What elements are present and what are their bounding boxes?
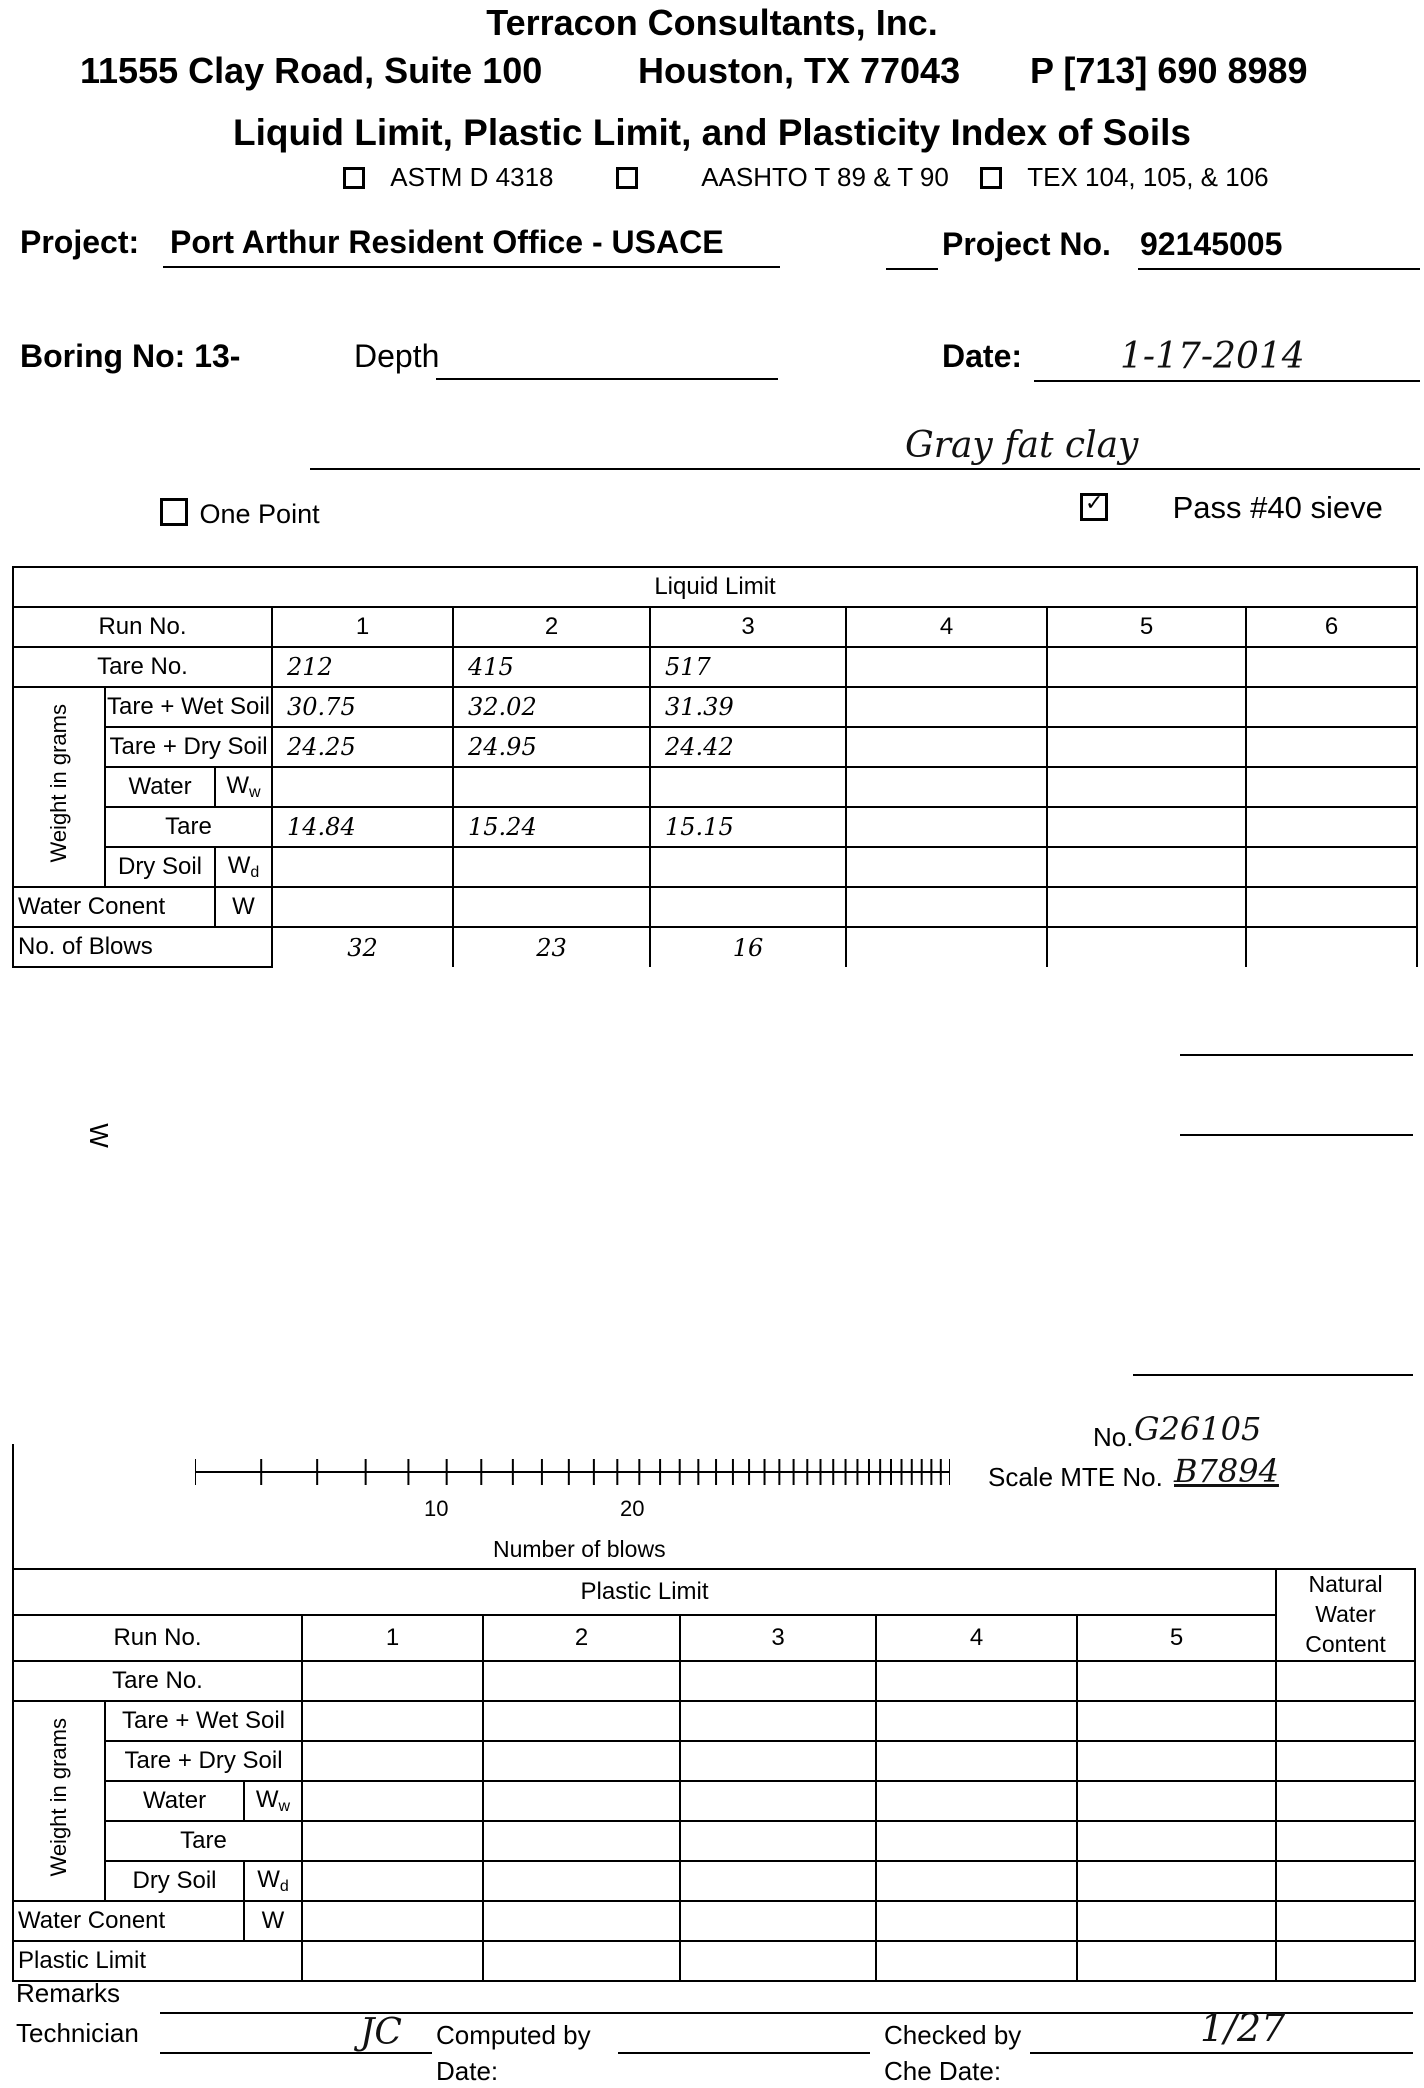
pl-wc-label: Water Conent	[13, 1901, 244, 1941]
pl-water-2[interactable]	[483, 1781, 680, 1821]
pl-wet-2[interactable]	[483, 1701, 680, 1741]
pl-pl-4[interactable]	[876, 1941, 1077, 1981]
pl-pl-5[interactable]	[1077, 1941, 1276, 1981]
pl-wc-3[interactable]	[680, 1901, 876, 1941]
pl-drysoil-label: Dry Soil	[105, 1861, 244, 1901]
pl-dry-4[interactable]	[876, 1741, 1077, 1781]
pl-run-row	[13, 1615, 1415, 1661]
result-line-3	[1133, 1374, 1413, 1376]
checked-by-label: Checked by	[884, 2020, 1022, 2050]
ll-run-4: 4	[846, 607, 1047, 647]
scale-mte-label: Scale MTE No.	[988, 1462, 1163, 1492]
ll-wc-1[interactable]	[272, 887, 453, 927]
ll-tare-no-3[interactable]: 517	[650, 647, 846, 687]
pl-dry-row	[13, 1741, 1415, 1781]
ll-water-label: Water	[105, 767, 215, 807]
pl-wc-nwc[interactable]	[1276, 1901, 1415, 1941]
pl-wet-4[interactable]	[876, 1701, 1077, 1741]
equipment-no-value[interactable]: G26105	[1134, 1410, 1262, 1448]
pl-tare-label: Tare	[105, 1821, 302, 1861]
project-no-leadline	[886, 268, 938, 270]
pl-drysoil-4[interactable]	[876, 1861, 1077, 1901]
ll-dry-6[interactable]	[1246, 727, 1417, 767]
pass40-option[interactable]	[1080, 490, 1383, 526]
pl-pl-2[interactable]	[483, 1941, 680, 1981]
ll-water-4[interactable]	[846, 767, 1047, 807]
company-name: Terracon Consultants, Inc.	[486, 2, 938, 43]
ll-blows-row	[13, 927, 1417, 967]
ll-dry-4[interactable]	[846, 727, 1047, 767]
project-value[interactable]: Port Arthur Resident Office - USACE	[170, 224, 724, 260]
date-label: Date:	[942, 338, 1023, 374]
pl-tare-1[interactable]	[302, 1821, 483, 1861]
pl-pl-row	[13, 1941, 1415, 1981]
company-phone: P [713] 690 8989	[1030, 50, 1308, 91]
pl-weight-label: Weight in grams	[45, 1717, 71, 1877]
pl-drysoil-symbol: $W_d$	[244, 1861, 302, 1901]
ll-dry-2[interactable]: 24.95	[453, 727, 650, 767]
pl-tare-no-nwc[interactable]	[1276, 1661, 1415, 1701]
pl-wet-label: Tare + Wet Soil	[105, 1701, 302, 1741]
project-no-label: Project No.	[942, 226, 1111, 262]
pl-water-nwc[interactable]	[1276, 1781, 1415, 1821]
scale-mte-value[interactable]: B7894	[1174, 1452, 1279, 1490]
pl-tare-no-label: Tare No.	[13, 1661, 302, 1701]
ll-drysoil-1[interactable]	[272, 847, 453, 887]
pl-drysoil-3[interactable]	[680, 1861, 876, 1901]
ll-water-2[interactable]	[453, 767, 650, 807]
ll-water-6[interactable]	[1246, 767, 1417, 807]
checked-by-underline	[1030, 2052, 1413, 2054]
pl-tare-5[interactable]	[1077, 1821, 1276, 1861]
equipment-no-label: No.	[1093, 1422, 1134, 1452]
ll-blows-2[interactable]: 23	[453, 927, 650, 967]
pl-drysoil-1[interactable]	[302, 1861, 483, 1901]
pl-tare-no-row	[13, 1661, 1415, 1701]
company-address: 11555 Clay Road, Suite 100	[80, 50, 543, 91]
ll-tare-1[interactable]: 14.84	[272, 807, 453, 847]
ll-wc-2[interactable]	[453, 887, 650, 927]
pl-water-1[interactable]	[302, 1781, 483, 1821]
ll-tare-5[interactable]	[1047, 807, 1246, 847]
pl-tare-no-2[interactable]	[483, 1661, 680, 1701]
ll-tare-no-label: Tare No.	[13, 647, 272, 687]
pl-run-4: 4	[876, 1615, 1077, 1661]
technician-value[interactable]: JC	[360, 2012, 402, 2053]
aashto-label: AASHTO T 89 & T 90	[701, 162, 949, 192]
pl-wc-5[interactable]	[1077, 1901, 1276, 1941]
ll-wet-1[interactable]: 30.75	[272, 687, 453, 727]
astm-checkbox[interactable]	[343, 167, 365, 189]
pass40-label: Pass #40 sieve	[1172, 490, 1383, 525]
project-no-value[interactable]: 92145005	[1140, 226, 1283, 262]
pl-run-2: 2	[483, 1615, 680, 1661]
date-underline	[1034, 380, 1420, 382]
ll-tare-label: Tare	[105, 807, 272, 847]
pl-water-3[interactable]	[680, 1781, 876, 1821]
che-date-label: Che Date:	[884, 2056, 1002, 2086]
ll-drysoil-3[interactable]	[650, 847, 846, 887]
pl-tare-2[interactable]	[483, 1821, 680, 1861]
one-point-label: One Point	[199, 499, 320, 529]
date-value[interactable]: 1-17-2014	[1120, 336, 1305, 377]
ll-wet-row	[13, 687, 1417, 727]
project-underline	[163, 266, 780, 268]
ll-drysoil-5[interactable]	[1047, 847, 1246, 887]
tex-checkbox[interactable]	[980, 167, 1002, 189]
ll-blows-5[interactable]	[1047, 927, 1246, 967]
computed-by-underline	[618, 2052, 870, 2054]
ll-tare-2[interactable]: 15.24	[453, 807, 650, 847]
pl-tare-no-3[interactable]	[680, 1661, 876, 1701]
pl-drysoil-5[interactable]	[1077, 1861, 1276, 1901]
ll-wet-5[interactable]	[1047, 687, 1246, 727]
remarks-label: Remarks	[16, 1978, 121, 2008]
ll-drysoil-6[interactable]	[1246, 847, 1417, 887]
pass40-checkbox[interactable]	[1080, 490, 1108, 521]
pl-tare-4[interactable]	[876, 1821, 1077, 1861]
pl-tare-3[interactable]	[680, 1821, 876, 1861]
pl-wet-row	[13, 1701, 1415, 1741]
ll-dry-5[interactable]	[1047, 727, 1246, 767]
plastic-limit-table	[12, 1568, 1416, 1982]
ll-wet-label: Tare + Wet Soil	[105, 687, 272, 727]
ll-blows-6[interactable]	[1246, 927, 1417, 967]
ll-wet-6[interactable]	[1246, 687, 1417, 727]
liquid-limit-table	[12, 566, 1418, 968]
pl-pl-1[interactable]	[302, 1941, 483, 1981]
chart-x-label: Number of blows	[493, 1536, 666, 1562]
ll-tare-row	[13, 807, 1417, 847]
pl-water-5[interactable]	[1077, 1781, 1276, 1821]
ll-wc-row	[13, 887, 1417, 927]
ll-water-row	[13, 767, 1417, 807]
depth-underline	[436, 378, 778, 380]
ll-tare-4[interactable]	[846, 807, 1047, 847]
pl-water-row	[13, 1781, 1415, 1821]
ll-run-3: 3	[650, 607, 846, 647]
ll-run-label: Run No.	[13, 607, 272, 647]
ll-drysoil-label: Dry Soil	[105, 847, 215, 887]
ll-run-2: 2	[453, 607, 650, 647]
pl-dry-5[interactable]	[1077, 1741, 1276, 1781]
pl-pl-label: Plastic Limit	[13, 1941, 302, 1981]
ll-run-6: 6	[1246, 607, 1417, 647]
ll-run-5: 5	[1047, 607, 1246, 647]
pl-wet-nwc[interactable]	[1276, 1701, 1415, 1741]
ll-water-1[interactable]	[272, 767, 453, 807]
description-underline	[310, 468, 1420, 470]
blows-scale-axis	[195, 1457, 950, 1487]
pl-run-5: 5	[1077, 1615, 1276, 1661]
ll-tare-no-row	[13, 647, 1417, 687]
ll-wc-3[interactable]	[650, 887, 846, 927]
checked-by-value[interactable]: 1/27	[1200, 2006, 1286, 2050]
pl-tare-no-1[interactable]	[302, 1661, 483, 1701]
ll-wc-4[interactable]	[846, 887, 1047, 927]
one-point-option[interactable]	[160, 498, 320, 530]
depth-label: Depth	[354, 338, 440, 374]
ll-wc-6[interactable]	[1246, 887, 1417, 927]
pl-wc-1[interactable]	[302, 1901, 483, 1941]
result-line-2	[1180, 1134, 1413, 1136]
ll-blows-1[interactable]: 32	[272, 927, 453, 967]
plastic-limit-title: Plastic Limit	[13, 1569, 1276, 1615]
ll-blows-3[interactable]: 16	[650, 927, 846, 967]
tick-label-10: 10	[424, 1496, 449, 1521]
result-line-1	[1180, 1054, 1413, 1056]
ll-tare-6[interactable]	[1246, 807, 1417, 847]
pl-run-1: 1	[302, 1615, 483, 1661]
ll-wet-2[interactable]: 32.02	[453, 687, 650, 727]
liquid-limit-title: Liquid Limit	[13, 567, 1417, 607]
ll-blows-label: No. of Blows	[13, 927, 272, 967]
pl-tare-no-4[interactable]	[876, 1661, 1077, 1701]
pl-drysoil-nwc[interactable]	[1276, 1861, 1415, 1901]
computed-by-label: Computed by	[436, 2020, 591, 2050]
ll-tare-no-6[interactable]	[1246, 647, 1417, 687]
pl-tare-no-5[interactable]	[1077, 1661, 1276, 1701]
standard-tex[interactable]	[980, 162, 1269, 193]
standard-aashto[interactable]	[616, 162, 949, 193]
pl-drysoil-2[interactable]	[483, 1861, 680, 1901]
ll-wc-label: Water Conent	[13, 887, 215, 927]
project-no-underline	[1138, 268, 1420, 270]
ll-water-3[interactable]	[650, 767, 846, 807]
ll-run-row	[13, 607, 1417, 647]
pl-dry-3[interactable]	[680, 1741, 876, 1781]
pl-water-label: Water	[105, 1781, 244, 1821]
pl-pl-nwc[interactable]	[1276, 1941, 1415, 1981]
ll-drysoil-row	[13, 847, 1417, 887]
aashto-checkbox[interactable]	[616, 167, 638, 189]
check-mark-icon: ✓	[1085, 490, 1104, 515]
pl-water-4[interactable]	[876, 1781, 1077, 1821]
one-point-checkbox[interactable]	[160, 498, 188, 526]
pl-tare-row	[13, 1821, 1415, 1861]
ll-drysoil-2[interactable]	[453, 847, 650, 887]
ll-weight-label-cell	[13, 687, 105, 887]
ll-tare-no-4[interactable]	[846, 647, 1047, 687]
boring-label: Boring No: 13-	[20, 338, 241, 374]
ll-wc-symbol: W	[215, 887, 272, 927]
computed-date-label: Date:	[436, 2056, 499, 2086]
pl-tare-nwc[interactable]	[1276, 1821, 1415, 1861]
pl-wet-5[interactable]	[1077, 1701, 1276, 1741]
ll-dry-1[interactable]: 24.25	[272, 727, 453, 767]
pl-wc-4[interactable]	[876, 1901, 1077, 1941]
pl-dry-nwc[interactable]	[1276, 1741, 1415, 1781]
ll-wet-3[interactable]: 31.39	[650, 687, 846, 727]
ll-dry-row	[13, 727, 1417, 767]
pl-run-label: Run No.	[13, 1615, 302, 1661]
pl-drysoil-row	[13, 1861, 1415, 1901]
tick-label-20: 20	[620, 1496, 645, 1521]
ll-wc-5[interactable]	[1047, 887, 1246, 927]
ll-water-symbol: $W_w$	[215, 767, 272, 807]
ll-weight-label: Weight in grams	[45, 704, 71, 863]
pl-wc-row	[13, 1901, 1415, 1941]
soil-description[interactable]: Gray fat clay	[905, 425, 1139, 466]
pl-run-3: 3	[680, 1615, 876, 1661]
ll-drysoil-symbol: $W_d$	[215, 847, 272, 887]
ll-blows-4[interactable]	[846, 927, 1047, 967]
astm-label: ASTM D 4318	[390, 162, 554, 192]
natural-water-content-label: Natural Water Content	[1276, 1569, 1415, 1661]
technician-label: Technician	[16, 2018, 139, 2048]
ll-wet-4[interactable]	[846, 687, 1047, 727]
chart-y-label: W	[83, 1123, 114, 1148]
ll-water-5[interactable]	[1047, 767, 1246, 807]
ll-drysoil-4[interactable]	[846, 847, 1047, 887]
tex-label: TEX 104, 105, & 106	[1027, 162, 1269, 192]
ll-tare-no-1[interactable]: 212	[272, 647, 453, 687]
ll-tare-3[interactable]: 15.15	[650, 807, 846, 847]
pl-dry-label: Tare + Dry Soil	[105, 1741, 302, 1781]
company-city: Houston, TX 77043	[638, 50, 961, 91]
pl-dry-1[interactable]	[302, 1741, 483, 1781]
pl-wc-2[interactable]	[483, 1901, 680, 1941]
ll-tare-no-5[interactable]	[1047, 647, 1246, 687]
pl-dry-2[interactable]	[483, 1741, 680, 1781]
ll-dry-3[interactable]: 24.42	[650, 727, 846, 767]
project-label: Project:	[20, 224, 140, 260]
pl-wet-3[interactable]	[680, 1701, 876, 1741]
pl-weight-label-cell	[13, 1701, 105, 1901]
ll-tare-no-2[interactable]: 415	[453, 647, 650, 687]
ll-dry-label: Tare + Dry Soil	[105, 727, 272, 767]
pl-wc-symbol: W	[244, 1901, 302, 1941]
ll-run-1: 1	[272, 607, 453, 647]
pl-pl-3[interactable]	[680, 1941, 876, 1981]
form-title: Liquid Limit, Plastic Limit, and Plasticity Index of Soils	[232, 112, 1192, 153]
standard-astm[interactable]	[343, 162, 554, 193]
pl-water-symbol: $W_w$	[244, 1781, 302, 1821]
pl-wet-1[interactable]	[302, 1701, 483, 1741]
